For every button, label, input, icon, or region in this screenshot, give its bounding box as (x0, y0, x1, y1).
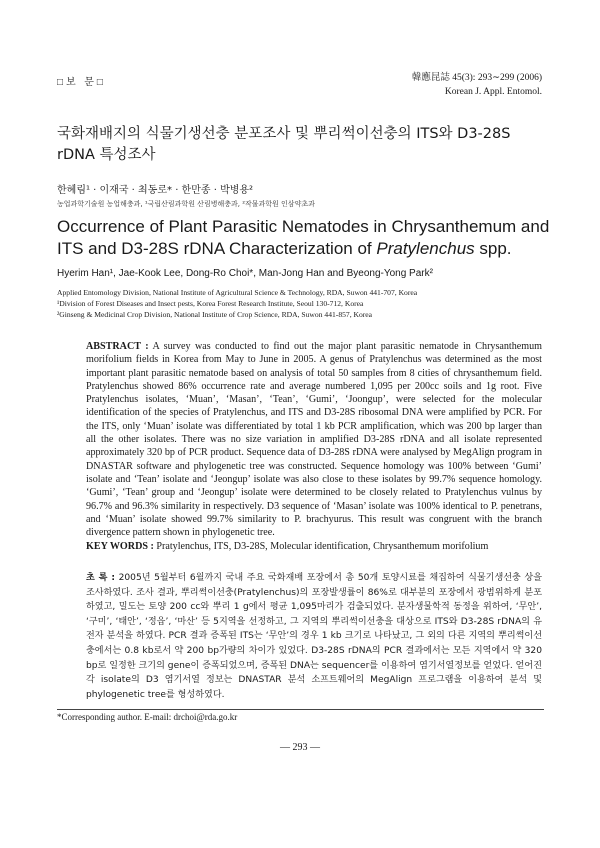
affiliation-line: ²Ginseng & Medicinal Crop Division, National Institute of Crop Science, RDA, Suwon 441-857, Korea (57, 310, 373, 319)
keywords (86, 541, 542, 552)
korean-summary (86, 571, 542, 702)
page-number: — 293 — (280, 742, 320, 753)
english-title-main: Occurrence of Plant Parasitic Nematodes in Chrysanthemum and ITS and D3-28S rDNA Characterization of (57, 217, 550, 258)
section-label: □보 문□ (57, 77, 106, 88)
journal-citation (412, 71, 542, 99)
affiliation-line: Applied Entomology Division, National Institute of Agricultural Science & Technology, RDA, Suwon 441-707, Korea (57, 288, 418, 297)
abstract-text: A survey was conducted to find out the major plant parasitic nematode in Chrysanthemum morifolium fields in Korea from May to June in 2005. A genus of Pratylenchus was determined as the most important plant parasitic nematode based on analysis of total 50 samples from 8 cities of chrysanthemum field. Pratylenchus showed 86% occurrence rate and average numbered 1,095 per 200cc soils and 1g root. Five Pratylenchus isolates, ‘Muan’, ‘Masan’, ‘Tean’, ‘Gumi’, ‘Joongup’, were selected for the molecular identification of the species of Pratylenchus, and ITS and D3-28S ribosomal DNA were amplified by PCR. For the ITS, only ‘Muan’ isolate was differentiated by total 1 kb PCR amplification, which was 200 bp larger than all the other isolates. There was no size variation in amplified D3-28S rDNA and all isolate represented approximately 320 bp of PCR product. Sequence data of D3-28S rDNA were analysed by MegAlign program in DNASTAR software and phylogenetic tree was constructed. Sequence homology was 100% between ‘Gumi’ isolate and ‘Tean’ isolate and ‘Jeongup’ isolate was also close to these isolates by 99.7% sequence homology. ‘Gumi’, ‘Tean’ group and ‘Jeongup’ isolate were determined to be closely related to Pratylenchus vulnus by 96.7% and 96.3% similarity in respectively. D3 sequence of ‘Masan’ isolate was 100% identical to P. penetrans, and ‘Muan’ isolate showed 99.7% similarity to P. brachyurus. This result was congruent with the branch divergence pattern shown in phylogenetic tree. (86, 341, 543, 539)
affiliation-line: ¹Division of Forest Diseases and Insect pests, Korea Forest Research Institute, Seoul 130-712, Korea (57, 299, 364, 308)
english-title-genus: Pratylenchus (376, 239, 475, 258)
corresponding-author-footnote: *Corresponding author. E-mail: drchoi@rda.go.kr (57, 712, 238, 722)
english-authors: Hyerim Han¹, Jae-Kook Lee, Dong-Ro Choi*, Man-Jong Han and Byeong-Yong Park² (57, 268, 433, 279)
abstract-label: ABSTRACT : (86, 341, 149, 352)
keywords-label: KEY WORDS : (86, 541, 154, 552)
korean-summary-label: 초 록 : (86, 573, 115, 583)
korean-title: 국화재배지의 식물기생선충 분포조사 및 뿌리썩이선충의 ITS와 D3-28S rDNA 특성조사 (57, 126, 511, 163)
english-title (57, 216, 557, 260)
korean-summary-text: 2005년 5월부터 6월까지 국내 주요 국화재배 포장에서 총 50개 토양시료를 채집하여 식물기생선충 상을 조사하였다. 조사 결과, 뿌리썩이선충(Pratylenchus)의 포장발생률이 86%로 대부분의 포장에서 광범위하게 분포하였고, 밀도는 토양 200 cc와 뿌리 1 g에서 평균 1,095마리가 검출되었다. 분자생물학적 동정을 위하여, ‘무안’, ‘구미’, ‘태안’, ‘정읍’, ‘마산’ 등 5지역을 선정하고, 그 지역의 뿌리썩이선충을 대상으로 ITS와 D3-28S rDNA의 유전자 분석을 하였다. PCR 결과 증폭된 ITS는 ‘무안’의 경우 1 kb 크기로 나타났고, 그 외의 다른 지역의 뿌리썩이선충에서는 0.8 kb로서 약 200 bp가량의 차이가 있었다. D3-28S rDNA의 PCR 결과에서는 모든 지역에서 약 320 bp로 일정한 크기의 gene이 증폭되었으며, 증폭된 DNA는 sequencer를 이용하여 염기서열정보를 얻었다. 얻어진 각 isolate의 D3 염기서열 정보는 DNASTAR 분석 소프트웨어의 MegAlign 프로그램을 이용하여 분석 및 phylogenetic tree를 형성하였다. (86, 573, 542, 700)
korean-authors: 한혜림¹ · 이재국 · 최동로* · 한만종 · 박병용² (57, 185, 254, 196)
journal-line-2: Korean J. Appl. Entomol. (444, 87, 542, 97)
journal-line-1: 韓應昆誌 45(3): 293∼299 (2006) (411, 73, 542, 83)
abstract (86, 340, 542, 539)
keywords-text: Pratylenchus, ITS, D3-28S, Molecular identification, Chrysanthemum morifolium (156, 541, 489, 552)
footnote-divider (57, 709, 544, 710)
english-title-tail: spp. (474, 239, 512, 258)
english-affiliations (57, 287, 417, 320)
korean-affiliations: 농업과학기술원 농업해충과, ¹국립산림과학원 산림병해충과, ²작물과학원 인삼약초과 (57, 200, 315, 208)
